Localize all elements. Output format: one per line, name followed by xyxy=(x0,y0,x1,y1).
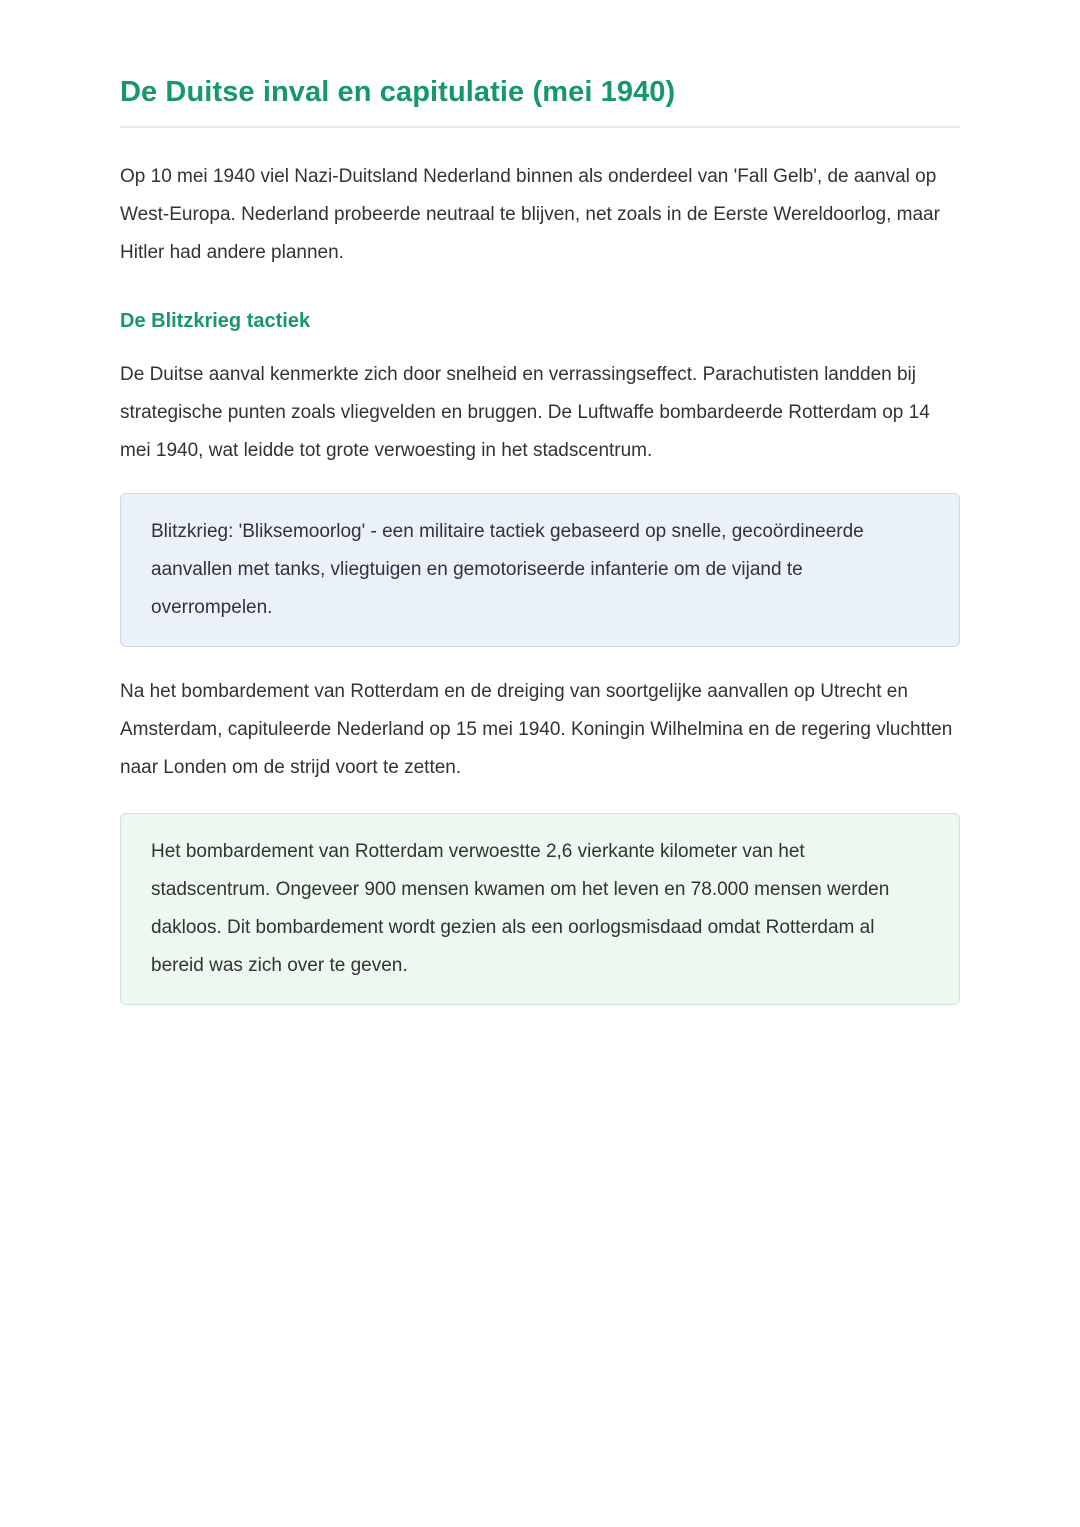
fact-callout-box xyxy=(120,813,960,1005)
title-divider xyxy=(120,126,960,128)
subheading-blitzkrieg-tactiek: De Blitzkrieg tactiek xyxy=(120,310,311,332)
blitzkrieg-paragraph: De Duitse aanval kenmerkte zich door snelheid en verrassingseffect. Parachutisten landden bij strategische punten zoals vliegvelden en bruggen. De Luftwaffe bombardeerde Rotterdam op 14 mei 1940, wat leidde tot grote verwoesting in het stadscentrum. xyxy=(120,364,930,461)
definition-callout-text: Blitzkrieg: 'Bliksemoorlog' - een militaire tactiek gebaseerd op snelle, gecoördineerde aanvallen met tanks, vliegtuigen en gemotoriseerde infanterie om de vijand te overrompelen. xyxy=(151,521,864,618)
definition-callout-box xyxy=(120,493,960,647)
fact-callout-text: Het bombardement van Rotterdam verwoestte 2,6 vierkante kilometer van het stadscentrum. Ongeveer 900 mensen kwamen om het leven en 78.000 mensen werden dakloos. Dit bombardement wordt gezien als een oorlogsmisdaad omdat Rotterdam al bereid was zich over te geven. xyxy=(151,841,890,976)
page-title: De Duitse inval en capitulatie (mei 1940) xyxy=(120,76,676,108)
intro-paragraph: Op 10 mei 1940 viel Nazi-Duitsland Nederland binnen als onderdeel van 'Fall Gelb', de aanval op West-Europa. Nederland probeerde neutraal te blijven, net zoals in de Eerste Wereldoorlog, maar Hitler had andere plannen. xyxy=(120,166,940,263)
capitulation-paragraph: Na het bombardement van Rotterdam en de dreiging van soortgelijke aanvallen op Utrecht en Amsterdam, capituleerde Nederland op 15 mei 1940. Koningin Wilhelmina en de regering vluchtten naar Londen om de strijd voort te zetten. xyxy=(120,681,953,778)
